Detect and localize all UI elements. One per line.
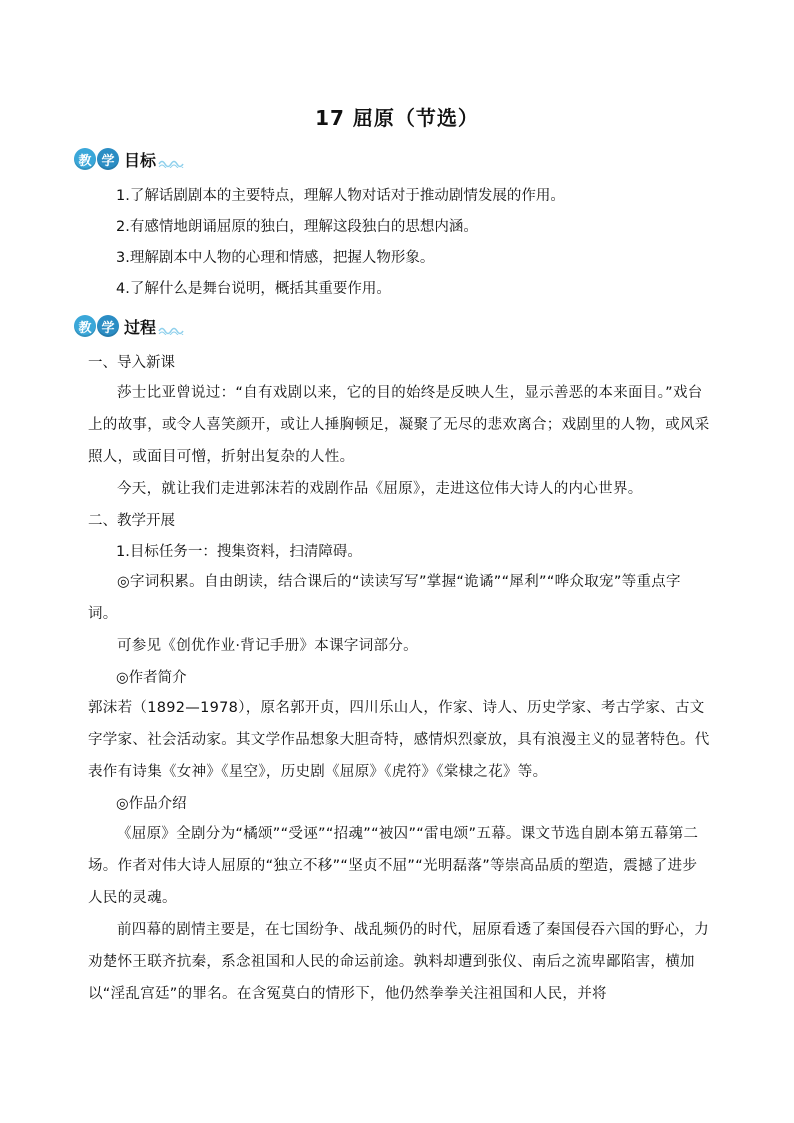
paragraph-plot: 前四幕的剧情主要是，在七国纷争、战乱频仍的时代，屈原看透了秦国侵吞六国的野心，力劝楚怀王联齐抗秦，系念祖国和人民的命运前途。孰料却遭到张仪、南后之流卑鄙陷害，横加以“淫乱宫廷”的罪名。在含冤莫白的情形下，他仍然拳拳关注祖国和人民，并将 [88,922,709,1002]
paragraph-intro-2: 今天，就让我们走进郭沫若的戏剧作品《屈原》，走进这位伟大诗人的内心世界。 [117,481,643,497]
section-header-process [74,313,184,339]
paragraph-vocab: ◎字词积累。自由朗读，结合课后的“读读写写”掌握“诡谲”“犀利”“哗众取宠”等重点字词。 [88,574,681,622]
goal-item: 2.有感情地朗诵屈原的独白，理解这段独白的思想内涵。 [116,219,478,235]
section-badge-char: 学 [97,148,119,170]
paragraph-author: 郭沫若（1892—1978），原名郭开贞，四川乐山人，作家、诗人、历史学家、考古学家、古文字学家、社会活动家。其文学作品想象大胆奇特，感情炽烈豪放，具有浪漫主义的显著特色。代表作有诗集《女神》《星空》，历史剧《屈原》《虎符》《棠棣之花》等。 [88,700,710,780]
heading-intro: 一、导入新课 [88,355,175,371]
wave-decoration-icon [158,158,184,168]
paragraph-work: 《屈原》全剧分为“橘颂”“受诬”“招魂”“被囚”“雷电颂”五幕。课文节选自剧本第五幕第二场。作者对伟大诗人屈原的“独立不移”“坚贞不屈”“光明磊落”等崇高品质的塑造，震撼了进步人民的灵魂。 [88,826,699,906]
wave-decoration-icon [158,325,184,335]
section-label-goals: 目标 [124,150,157,170]
page-title: 17 屈原（节选） [315,106,479,130]
section-badge-char: 学 [97,315,119,337]
paragraph-intro: 莎士比亚曾说过：“自有戏剧以来，它的目的始终是反映人生，显示善恶的本来面目。”戏台上的故事，或令人喜笑颜开，或让人捶胸顿足，凝聚了无尽的悲欢离合；戏剧里的人物，或风采照人，或面目可憎，折射出复杂的人性。 [88,385,710,465]
goal-item: 4.了解什么是舞台说明，概括其重要作用。 [116,281,391,297]
section-header-goals [74,146,184,172]
goal-item: 1.了解话剧剧本的主要特点，理解人物对话对于推动剧情发展的作用。 [116,188,565,204]
task-1: 1.目标任务一：搜集资料，扫清障碍。 [116,544,362,560]
heading-work: ◎作品介绍 [116,796,187,812]
section-label-process: 过程 [124,317,157,337]
section-badge-char: 教 [74,315,96,337]
goal-item: 3.理解剧本中人物的心理和情感，把握人物形象。 [116,250,435,266]
heading-author: ◎作者简介 [116,670,187,686]
section-badge-char: 教 [74,148,96,170]
heading-teaching: 二、教学开展 [88,513,175,529]
paragraph-reference: 可参见《创优作业·背记手册》本课字词部分。 [117,638,418,654]
